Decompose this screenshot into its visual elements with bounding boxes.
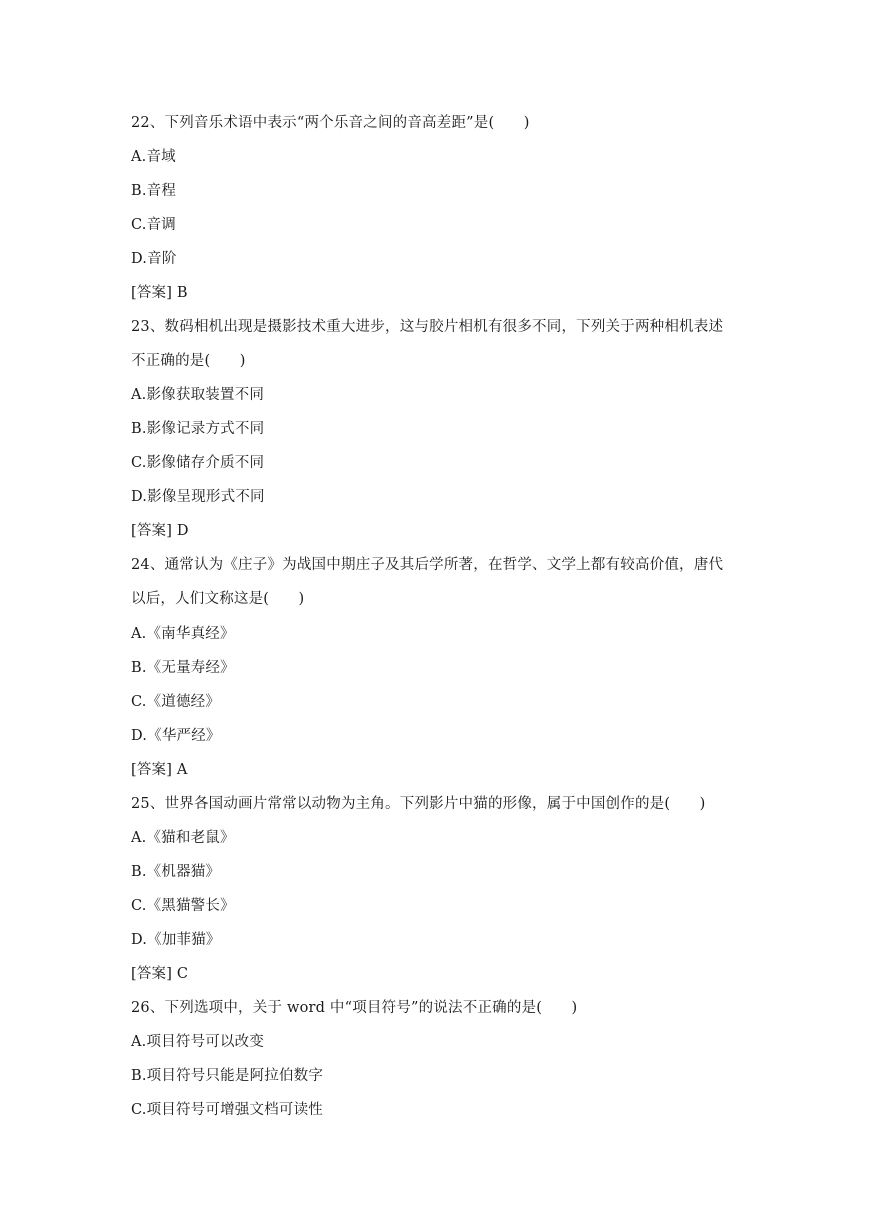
question-22-option-d: D.音阶	[131, 251, 177, 267]
question-23-stem-line-2: 不正确的是( )	[131, 353, 246, 369]
question-26-stem: 26、下列选项中，关于 word 中“项目符号”的说法不正确的是( )	[131, 1000, 578, 1016]
question-24-option-d: D.《华严经》	[131, 728, 221, 744]
question-25-option-a: A.《猫和老鼠》	[131, 830, 235, 846]
question-22-option-b: B.音程	[131, 183, 177, 199]
question-25-stem: 25、世界各国动画片常常以动物为主角。下列影片中猫的形像，属于中国创作的是( )	[131, 796, 706, 812]
question-23-answer: [答案] D	[131, 523, 189, 539]
question-24-answer: [答案] A	[131, 762, 188, 778]
question-24-option-b: B.《无量寿经》	[131, 660, 235, 676]
question-24-option-a: A.《南华真经》	[131, 626, 235, 642]
question-25-option-d: D.《加菲猫》	[131, 932, 221, 948]
question-23-option-c: C.影像储存介质不同	[131, 455, 265, 471]
question-24-stem-line-2: 以后，人们文称这是( )	[131, 591, 305, 607]
question-22-answer: [答案] B	[131, 285, 188, 301]
question-25-option-b: B.《机器猫》	[131, 864, 221, 880]
question-22-stem: 22、下列音乐术语中表示“两个乐音之间的音高差距”是( )	[131, 115, 530, 131]
question-23-option-a: A.影像获取装置不同	[131, 387, 265, 403]
question-23-option-b: B.影像记录方式不同	[131, 421, 265, 437]
question-26-option-b: B.项目符号只能是阿拉伯数字	[131, 1068, 324, 1084]
question-25-option-c: C.《黑猫警长》	[131, 898, 235, 914]
question-22-option-c: C.音调	[131, 217, 176, 233]
question-24-option-c: C.《道德经》	[131, 694, 221, 710]
question-23-option-d: D.影像呈现形式不同	[131, 489, 265, 505]
question-25-answer: [答案] C	[131, 966, 189, 982]
question-26-option-a: A.项目符号可以改变	[131, 1034, 265, 1050]
question-24-stem-line-1: 24、通常认为《庄子》为战国中期庄子及其后学所著，在哲学、文学上都有较高价值，唐代	[131, 557, 724, 573]
question-26-option-c: C.项目符号可增强文档可读性	[131, 1102, 323, 1118]
question-22-option-a: A.音域	[131, 149, 176, 165]
question-23-stem-line-1: 23、数码相机出现是摄影技术重大进步，这与胶片相机有很多不同，下列关于两种相机表述	[131, 319, 724, 335]
